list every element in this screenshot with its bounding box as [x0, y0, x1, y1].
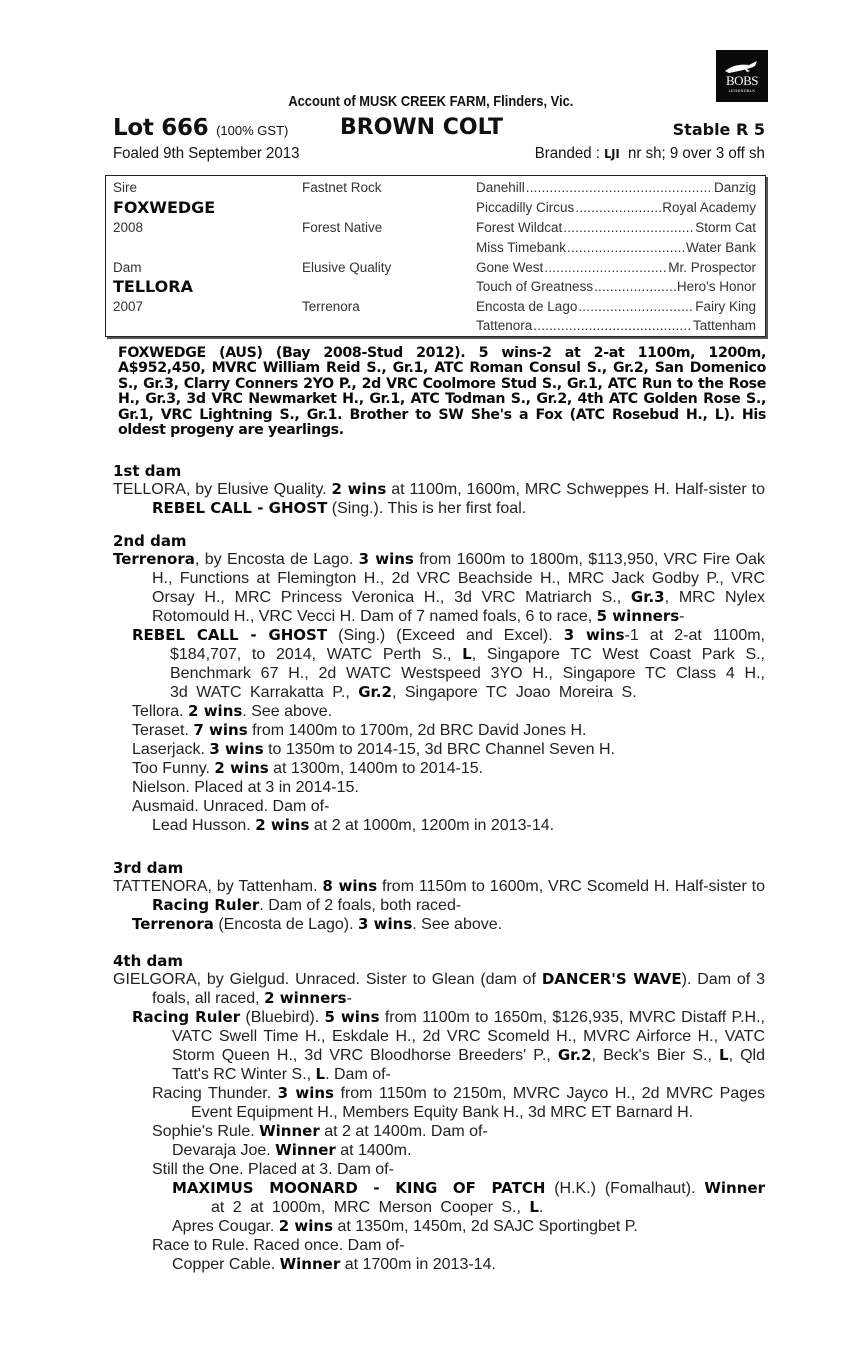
entry-text: Still the One. Placed at 3. Dam of- — [152, 1161, 394, 1178]
leader-dots — [575, 200, 661, 215]
entry-text: , Singapore TC West Coast Park S., Benchmark 67 H., 2d WATC Westspeed 3YO H., Singapore TC Class 4 H., 3d WATC Karrakatta P., — [170, 646, 765, 701]
entry-text: . Dam of 2 foals, both raced- — [259, 897, 462, 914]
entry-text: (Bluebird). — [240, 1009, 325, 1026]
branded-label: Branded : — [534, 145, 601, 162]
entry-bold: L — [315, 1065, 326, 1083]
gen3-sire: Fairy King — [695, 299, 756, 314]
progeny-entry — [113, 797, 765, 816]
leader-dots — [544, 260, 667, 275]
entry-text: , MRC Nylex Rotomould H., VRC Vecci H. Dam of 7 named foals, 6 to race, — [152, 589, 766, 625]
great-grand-progeny-entry — [113, 1255, 765, 1274]
great-grand-progeny-entry — [113, 1141, 765, 1160]
entry-text: Race to Rule. Raced once. Dam of- — [152, 1237, 405, 1254]
entry-text: TELLORA, by Elusive Quality. — [113, 481, 332, 498]
pedigree-table — [105, 175, 766, 337]
dam-entry — [113, 550, 765, 626]
entry-bold: Terrenora — [113, 550, 195, 568]
gen3-name: Tattenora — [476, 318, 533, 333]
grand-progeny-entry — [113, 1236, 765, 1255]
entry-bold: 5 winners — [596, 607, 680, 625]
entry-text: Teraset. — [132, 722, 194, 739]
entry-text: at 2 at 1400m. Dam of- — [319, 1123, 488, 1140]
entry-bold: 5 wins — [324, 1008, 380, 1026]
entry-text: , Qld Tatt's RC Winter S., — [172, 1047, 765, 1083]
entry-text: from 1150m to 1600m, VRC Scomeld H. Half-sister to — [377, 878, 766, 895]
gen3-row — [476, 180, 756, 195]
gen3-sire: Hero's Honor — [676, 279, 756, 294]
progeny-entry — [113, 915, 765, 934]
entry-bold: 2 wins — [188, 702, 243, 720]
gen3-sire: Water Bank — [685, 240, 756, 255]
entry-bold: 2 winners — [264, 989, 347, 1007]
entry-bold: 3 wins — [357, 915, 413, 933]
gen3-row — [476, 220, 756, 235]
progeny-entry — [113, 702, 765, 721]
entry-bold: Terrenora — [132, 915, 214, 933]
entry-text: Apres Cougar. — [172, 1218, 279, 1235]
dam-sire: Elusive Quality — [302, 260, 392, 275]
entry-bold: 2 wins — [278, 1217, 333, 1235]
gen3-row — [476, 318, 756, 333]
entry-text: at 1400m. — [335, 1142, 412, 1159]
gen3-sire: Danzig — [713, 180, 756, 195]
entry-text: at 2 at 1000m, MRC Merson Cooper S., — [211, 1199, 530, 1216]
section-title: 4th dam — [113, 952, 183, 970]
entry-bold: 2 wins — [255, 816, 310, 834]
sire-summary: FOXWEDGE (AUS) (Bay 2008-Stud 2012). 5 wins-2 at 2-at 1100m, 1200m, A$952,450, MVRC William Reid S., Gr.1, ATC Roman Consul S., Gr.2, San Domenico S., Gr.3, Clarry Conners 2YO P., 2d VRC Coolmore Stud S., Gr.1, ATC Run to the Rose H., Gr.3, 3d VRC Newmarket H., Gr.1, ATC Todman S., Gr.2, 4th ATC Golden Rose S., Gr.1, VRC Lightning S., Gr.1. Brother to SW She's a Fox (ATC Rosebud H., L). His oldest progeny are yearlings. — [118, 345, 766, 439]
dam-label: Dam — [113, 260, 142, 275]
entry-text: at 2 at 1000m, 1200m in 2013-14. — [309, 817, 555, 834]
section-title: 1st dam — [113, 462, 182, 480]
gen3-name: Touch of Greatness — [476, 279, 594, 294]
entry-text: - — [679, 608, 685, 625]
lot-header — [113, 113, 765, 143]
gen3-name: Gone West — [476, 260, 544, 275]
gen3-sire: Royal Academy — [662, 200, 756, 215]
sire-dam: Forest Native — [302, 220, 383, 235]
fourth-dam-section — [113, 952, 765, 1274]
entry-bold: 8 wins — [322, 877, 378, 895]
section-title: 2nd dam — [113, 532, 187, 550]
entry-text: (Encosta de Lago). — [213, 916, 358, 933]
stable-location: Stable R 5 — [672, 120, 765, 139]
entry-text: (Sing.) (Exceed and Excel). — [327, 627, 564, 644]
progeny-entry — [113, 626, 765, 702]
entry-text: ). Dam of 3 foals, all raced, — [152, 971, 765, 1007]
entry-text: from 1400m to 1700m, 2d BRC David Jones H. — [247, 722, 587, 739]
entry-text: Laserjack. — [132, 741, 210, 758]
third-dam-section — [113, 859, 765, 934]
entry-text: . See above. — [242, 703, 333, 720]
progeny-entry — [113, 1008, 765, 1084]
entry-text: from 1600m to 1800m, $113,950, VRC Fire Oak H., Functions at Flemington H., 2d VRC Beachside H., MRC Jack Godby P., VRC Orsay H., MRC Princess Veronica H., 3d VRC Matriarch S., — [152, 551, 766, 606]
great-grand-progeny-entry — [113, 1179, 765, 1217]
progeny-entry — [113, 740, 765, 759]
dam-entry — [113, 480, 765, 518]
entry-text: Nielson. Placed at 3 in 2014-15. — [132, 779, 359, 796]
entry-text: (H.K.) (Fomalhaut). — [545, 1180, 705, 1197]
entry-text: Devaraja Joe. — [172, 1142, 276, 1159]
first-dam-section — [113, 462, 765, 518]
entry-bold: 3 wins — [358, 550, 414, 568]
dam-name: TELLORA — [113, 277, 193, 296]
entry-bold: 3 wins — [563, 626, 625, 644]
entry-bold: 2 wins — [214, 759, 269, 777]
grand-progeny-entry — [113, 1122, 765, 1141]
dam-entry — [113, 877, 765, 915]
gen3-row — [476, 279, 756, 294]
sire-label: Sire — [113, 180, 138, 195]
entry-text: Racing Thunder. — [152, 1085, 278, 1102]
gen3-name: Encosta de Lago — [476, 299, 578, 314]
entry-text: Lead Husson. — [152, 817, 256, 834]
entry-text: at 1300m, 1400m to 2014-15. — [268, 760, 484, 777]
gen3-row — [476, 260, 756, 275]
entry-bold: L — [529, 1198, 539, 1216]
section-title: 3rd dam — [113, 859, 184, 877]
progeny-entry — [113, 721, 765, 740]
entry-bold: 3 wins — [277, 1084, 334, 1102]
gen3-name: Forest Wildcat — [476, 220, 563, 235]
entry-text: Too Funny. — [132, 760, 215, 777]
entry-text: GIELGORA, by Gielgud. Unraced. Sister to Glean (dam of — [113, 971, 542, 988]
entry-bold: MAXIMUS MOONARD - KING OF PATCH — [172, 1179, 546, 1197]
logo-subtext: LEGENDBLK — [728, 88, 756, 93]
progeny-entry — [113, 759, 765, 778]
lot-number-text: Lot 666 — [113, 115, 209, 141]
leader-dots — [567, 240, 685, 255]
entry-text: . See above. — [412, 916, 503, 933]
gen3-sire: Storm Cat — [695, 220, 756, 235]
gst-note: (100% GST) — [216, 123, 289, 138]
entry-text: TATTENORA, by Tattenham. — [113, 878, 323, 895]
entry-text: - — [346, 990, 352, 1007]
foaled-date: Foaled 9th September 2013 — [113, 145, 300, 162]
gen3-name: Piccadilly Circus — [476, 200, 575, 215]
entry-text: to 1350m to 2014-15, 3d BRC Channel Seven H. — [263, 741, 615, 758]
entry-text: at 1100m, 1600m, MRC Schweppes H. Half-sister to — [386, 481, 765, 498]
entry-bold: DANCER'S WAVE — [541, 970, 682, 988]
sire-year: 2008 — [113, 220, 144, 235]
entry-bold: Winner — [259, 1122, 320, 1140]
entry-bold: Gr.2 — [557, 1046, 592, 1064]
dam-dam: Terrenora — [302, 299, 360, 314]
entry-text: at 1700m in 2013-14. — [340, 1256, 496, 1273]
entry-text: at 1350m, 1450m, 2d SAJC Sportingbet P. — [333, 1218, 638, 1235]
grand-progeny-entry — [113, 1160, 765, 1179]
gen3-sire: Mr. Prospector — [668, 260, 756, 275]
entry-text: . Dam of- — [325, 1066, 391, 1083]
gen3-sire: Tattenham — [692, 318, 756, 333]
vendor-account-line: Account of MUSK CREEK FARM, Flinders, Vic. — [288, 93, 574, 110]
entry-text: from 1100m to 1650m, $126,935, MVRC Distaff P.H., VATC Swell Time H., Eskdale H., 2d VRC Scomeld H., MVRC Airforce H., VATC Storm Queen H., 3d VRC Bloodhorse Breeders' P., — [172, 1009, 765, 1064]
branded-detail: nr sh; 9 over 3 off sh — [628, 145, 765, 162]
entry-text: . — [538, 1199, 544, 1216]
great-grand-progeny-entry — [113, 1217, 765, 1236]
gen3-row — [476, 200, 756, 215]
dam-entry — [113, 970, 765, 1008]
logo-word: BOBS — [726, 73, 758, 88]
entry-bold: Racing Ruler — [132, 1008, 241, 1026]
entry-text: , by Encosta de Lago. — [194, 551, 359, 568]
entry-text: Copper Cable. — [172, 1256, 280, 1273]
sire-sire: Fastnet Rock — [302, 180, 382, 195]
leader-dots — [563, 220, 694, 235]
gen3-row — [476, 240, 756, 255]
progeny-entry — [113, 778, 765, 797]
brand-mark: LJI — [604, 147, 620, 161]
entry-bold: Winner — [279, 1255, 341, 1273]
entry-bold: 3 wins — [209, 740, 264, 758]
branding-info — [535, 145, 765, 163]
lot-number — [113, 115, 288, 141]
entry-text: Sophie's Rule. — [152, 1123, 260, 1140]
leader-dots — [578, 299, 694, 314]
entry-bold: Winner — [704, 1179, 765, 1197]
gen3-name: Danehill — [476, 180, 525, 195]
grand-progeny-entry — [113, 1084, 765, 1122]
grand-progeny-entry — [113, 816, 765, 835]
sire-name: FOXWEDGE — [113, 198, 216, 217]
entry-bold: Gr.3 — [630, 588, 665, 606]
entry-text: (Sing.). This is her first foal. — [327, 500, 527, 517]
gen3-row — [476, 299, 756, 314]
dam-year: 2007 — [113, 299, 144, 314]
entry-text: -1 at 2-at 1100m, $184,707, to 2014, WATC Perth S., — [170, 627, 765, 663]
entry-bold: 7 wins — [193, 721, 248, 739]
entry-text: Tellora. — [132, 703, 189, 720]
leader-dots — [594, 279, 676, 294]
leader-dots — [526, 180, 713, 195]
entry-bold: L — [462, 645, 472, 663]
entry-bold: 2 wins — [331, 480, 387, 498]
entry-bold: REBEL CALL - GHOST — [152, 499, 328, 517]
entry-bold: Winner — [275, 1141, 336, 1159]
leader-dots — [533, 318, 692, 333]
entry-bold: REBEL CALL - GHOST — [132, 626, 328, 644]
entry-text: , Singapore TC Joao Moreira S. — [391, 684, 637, 701]
entry-text: Ausmaid. Unraced. Dam of- — [132, 798, 330, 815]
entry-text: , Beck's Bier S., — [591, 1047, 719, 1064]
entry-bold: Racing Ruler — [152, 896, 260, 914]
gen3-name: Miss Timebank — [476, 240, 567, 255]
entry-text: from 1150m to 2150m, MVRC Jayco H., 2d MVRC Pages Event Equipment H., Members Equity Bank H., 3d MRC ET Barnard H. — [191, 1085, 766, 1121]
entry-bold: L — [719, 1046, 729, 1064]
entry-bold: Gr.2 — [358, 683, 392, 701]
lot-description: BROWN COLT — [340, 115, 503, 140]
second-dam-section — [113, 532, 765, 835]
